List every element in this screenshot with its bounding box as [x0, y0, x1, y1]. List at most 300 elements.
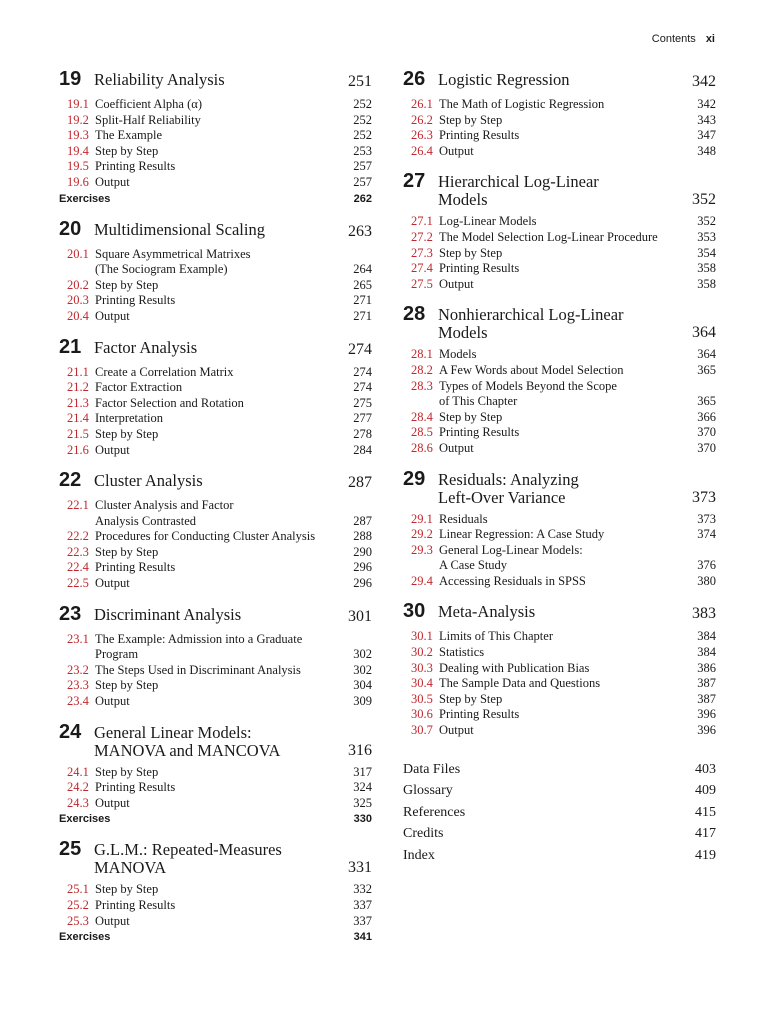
- section-number-text: 22.3: [67, 544, 89, 559]
- section-title: [95, 278, 346, 294]
- section-title-line: Accessing Residuals in SPSS: [439, 573, 586, 588]
- section-number-text: 22.1: [67, 498, 89, 513]
- toc-section-entry[interactable]: [59, 427, 372, 443]
- section-title-line: Output: [439, 276, 474, 291]
- exercises-page-number: 341: [353, 931, 372, 944]
- section-title-line: The Example: [95, 128, 162, 143]
- section-title-line: Types of Models Beyond the Scope: [439, 378, 617, 393]
- section-title: [95, 427, 346, 443]
- toc-chapter-30: [403, 598, 716, 738]
- toc-section-entry[interactable]: [59, 529, 372, 545]
- section-number: [59, 632, 95, 648]
- section-title: [95, 765, 346, 781]
- section-number-text: 27.4: [411, 261, 433, 276]
- section-title: [439, 512, 690, 528]
- section-number-text: 27.3: [411, 245, 433, 260]
- toc-section-entry[interactable]: [403, 261, 716, 277]
- section-title: [95, 576, 346, 592]
- section-list: [59, 765, 372, 812]
- chapter-heading[interactable]: [403, 66, 716, 92]
- section-title-line: Output: [439, 723, 474, 738]
- toc-section-entry[interactable]: [59, 678, 372, 694]
- toc-section-entry[interactable]: [59, 159, 372, 175]
- exercises-entry[interactable]: [59, 929, 372, 945]
- section-title: [95, 882, 346, 898]
- section-number-text: 28.2: [411, 362, 433, 377]
- back-matter-label: Credits: [403, 826, 444, 842]
- section-page-number: 365: [697, 394, 716, 409]
- back-matter-entry[interactable]: [403, 780, 716, 802]
- toc-section-entry[interactable]: [59, 780, 372, 796]
- section-number: [59, 97, 95, 113]
- section-title: [439, 661, 690, 677]
- section-number-text: 28.6: [411, 440, 433, 455]
- section-title-line: of This Chapter: [439, 394, 518, 409]
- section-page-number: 343: [697, 112, 716, 127]
- section-page-number: 274: [353, 380, 372, 395]
- section-page-number: 296: [353, 560, 372, 575]
- toc-section-entry[interactable]: [59, 882, 372, 898]
- section-number: [59, 796, 95, 812]
- exercises-label: Exercises: [59, 192, 111, 205]
- section-title-line: Step by Step: [439, 691, 503, 706]
- chapter-number: 23: [59, 602, 82, 625]
- toc-section-entry[interactable]: [403, 410, 716, 426]
- section-title: [95, 396, 346, 412]
- chapter-page-number: 263: [348, 222, 372, 240]
- section-title: [95, 97, 346, 113]
- section-title: [439, 645, 690, 661]
- chapter-title-line: Hierarchical Log-Linear: [438, 172, 599, 192]
- section-title: [439, 543, 690, 574]
- section-title-line: Dealing with Publication Bias: [439, 660, 590, 675]
- section-title: [439, 144, 690, 160]
- toc-chapter-23: [59, 601, 372, 710]
- chapter-page-number: 316: [348, 741, 372, 759]
- chapter-title-line: MANOVA and MANCOVA: [94, 740, 281, 760]
- section-list: [59, 247, 372, 325]
- section-page-number: 271: [353, 293, 372, 308]
- toc-section-entry[interactable]: [403, 246, 716, 262]
- section-page-number: 252: [353, 112, 372, 127]
- chapter-number: 30: [403, 600, 426, 623]
- section-number-text: 30.1: [411, 629, 433, 644]
- section-number: [59, 898, 95, 914]
- toc-section-entry[interactable]: [59, 175, 372, 191]
- section-number-text: 27.5: [411, 276, 433, 291]
- toc-section-entry[interactable]: [403, 707, 716, 723]
- back-matter-entry[interactable]: [403, 845, 716, 867]
- section-number-text: 28.3: [411, 378, 433, 393]
- section-number: [403, 246, 439, 262]
- toc-section-entry[interactable]: [59, 293, 372, 309]
- section-number-text: 19.1: [67, 97, 89, 111]
- back-matter-page-number: 403: [695, 761, 716, 777]
- section-title-line: Analysis Contrasted: [95, 513, 197, 528]
- section-number: [403, 512, 439, 528]
- section-page-number: 347: [697, 128, 716, 143]
- toc-section-entry[interactable]: [403, 527, 716, 543]
- section-number-text: 20.4: [67, 308, 89, 323]
- section-list: [403, 629, 716, 738]
- toc-section-entry[interactable]: [59, 144, 372, 160]
- toc-section-entry[interactable]: [403, 692, 716, 708]
- section-title-line: A Few Words about Model Selection: [439, 362, 624, 377]
- section-number: [403, 230, 439, 246]
- section-title: [439, 363, 690, 379]
- toc-section-entry[interactable]: [403, 363, 716, 379]
- chapter-heading[interactable]: [59, 836, 372, 877]
- toc-section-entry[interactable]: [403, 543, 716, 574]
- toc-section-entry[interactable]: [403, 676, 716, 692]
- exercises-entry[interactable]: [59, 811, 372, 827]
- chapter-title-line: Nonhierarchical Log-Linear: [438, 305, 624, 325]
- exercises-entry[interactable]: [59, 191, 372, 207]
- toc-section-entry[interactable]: [59, 796, 372, 812]
- toc-section-entry[interactable]: [59, 694, 372, 710]
- section-title-line: Step by Step: [95, 544, 159, 559]
- section-title-line: Step by Step: [95, 678, 159, 693]
- toc-section-entry[interactable]: [59, 545, 372, 561]
- section-number-text: 20.1: [67, 246, 89, 261]
- section-number-text: 25.2: [67, 898, 89, 912]
- section-title-line: The Model Selection Log-Linear Procedure: [439, 229, 658, 244]
- chapter-title-line: Discriminant Analysis: [94, 604, 242, 624]
- toc-section-entry[interactable]: [403, 214, 716, 230]
- section-number-text: 22.2: [67, 529, 89, 544]
- section-number: [403, 97, 439, 113]
- chapter-page-number: 301: [348, 607, 372, 625]
- toc-section-entry[interactable]: [59, 309, 372, 325]
- toc-section-entry[interactable]: [59, 560, 372, 576]
- section-number: [403, 410, 439, 426]
- back-matter-list: [403, 759, 716, 867]
- section-title-line: Log-Linear Models: [439, 214, 537, 229]
- toc-section-entry[interactable]: [403, 661, 716, 677]
- chapter-title-line: Meta-Analysis: [438, 602, 536, 622]
- chapter-heading[interactable]: [403, 466, 716, 507]
- toc-section-entry[interactable]: [59, 411, 372, 427]
- toc-section-entry[interactable]: [403, 629, 716, 645]
- chapter-title: [438, 466, 692, 507]
- toc-section-entry[interactable]: [59, 663, 372, 679]
- toc-section-entry[interactable]: [59, 97, 372, 113]
- section-list: [59, 365, 372, 459]
- section-number: [403, 543, 439, 559]
- section-title: [439, 527, 690, 543]
- section-number-text: 26.3: [411, 128, 433, 143]
- toc-section-entry[interactable]: [403, 277, 716, 293]
- section-number-text: 28.5: [411, 425, 433, 440]
- toc-section-entry[interactable]: [59, 898, 372, 914]
- chapter-heading[interactable]: [403, 168, 716, 209]
- chapter-heading[interactable]: [59, 719, 372, 760]
- section-title-line: Printing Results: [439, 261, 520, 276]
- section-title: [439, 441, 690, 457]
- chapter-page-number: 352: [692, 191, 716, 209]
- chapter-title-line: Models: [438, 190, 488, 210]
- toc-section-entry[interactable]: [59, 443, 372, 459]
- toc-section-entry[interactable]: [403, 441, 716, 457]
- section-page-number: 290: [353, 544, 372, 559]
- toc-section-entry[interactable]: [403, 574, 716, 590]
- section-number-text: 29.3: [411, 542, 433, 557]
- chapter-heading[interactable]: [403, 301, 716, 342]
- section-page-number: 337: [353, 898, 372, 912]
- section-number-text: 24.3: [67, 795, 89, 810]
- section-number: [59, 113, 95, 129]
- section-title: [95, 309, 346, 325]
- section-page-number: 274: [353, 364, 372, 379]
- section-title-line: Printing Results: [95, 780, 176, 795]
- section-number: [403, 661, 439, 677]
- section-title: [95, 175, 346, 191]
- section-title-line: Factor Selection and Rotation: [95, 395, 244, 410]
- toc-section-entry[interactable]: [403, 425, 716, 441]
- section-number: [59, 678, 95, 694]
- section-list: [59, 882, 372, 929]
- section-title: [95, 443, 346, 459]
- toc-section-entry[interactable]: [59, 128, 372, 144]
- toc-section-entry[interactable]: [403, 347, 716, 363]
- section-number: [403, 128, 439, 144]
- section-title-line: Output: [439, 143, 474, 158]
- section-number: [59, 498, 95, 514]
- section-number-text: 30.6: [411, 707, 433, 722]
- section-number: [59, 175, 95, 191]
- chapter-title-line: Factor Analysis: [94, 337, 198, 357]
- toc-left-column: [59, 66, 372, 954]
- toc-section-entry[interactable]: [59, 576, 372, 592]
- section-title: [439, 261, 690, 277]
- section-title: [439, 277, 690, 293]
- section-list: [403, 214, 716, 292]
- section-page-number: 332: [353, 882, 372, 897]
- section-number: [59, 529, 95, 545]
- section-number: [403, 645, 439, 661]
- chapter-page-number: 274: [348, 340, 372, 358]
- section-list: [403, 347, 716, 456]
- chapter-title-line: MANOVA: [94, 858, 167, 878]
- toc-section-entry[interactable]: [59, 113, 372, 129]
- header-page-number: xi: [705, 33, 715, 45]
- section-number: [403, 261, 439, 277]
- section-title: [95, 694, 346, 710]
- toc-section-entry[interactable]: [59, 365, 372, 381]
- toc-section-entry[interactable]: [59, 380, 372, 396]
- toc-section-entry[interactable]: [59, 632, 372, 663]
- toc-section-entry[interactable]: [403, 512, 716, 528]
- section-page-number: 304: [353, 678, 372, 693]
- toc-chapter-25: [59, 836, 372, 945]
- toc-section-entry[interactable]: [403, 230, 716, 246]
- chapter-title-line: Logistic Regression: [438, 70, 570, 89]
- section-title: [95, 663, 346, 679]
- section-page-number: 364: [697, 347, 716, 362]
- section-number-text: 29.2: [411, 527, 433, 542]
- section-number: [59, 380, 95, 396]
- section-title-line: Coefficient Alpha (α): [95, 97, 202, 111]
- chapter-heading[interactable]: [59, 467, 372, 493]
- back-matter-entry[interactable]: [403, 823, 716, 845]
- section-page-number: 288: [353, 529, 372, 544]
- section-number: [59, 560, 95, 576]
- section-page-number: 348: [697, 143, 716, 158]
- back-matter-page-number: 417: [695, 826, 716, 842]
- section-number-text: 19.6: [67, 174, 89, 189]
- section-page-number: 384: [697, 645, 716, 660]
- chapter-title-line: Multidimensional Scaling: [94, 219, 265, 239]
- section-title: [439, 410, 690, 426]
- section-page-number: 370: [697, 425, 716, 440]
- back-matter-label: Data Files: [403, 761, 461, 777]
- section-title-line: Printing Results: [95, 159, 176, 174]
- section-number: [59, 365, 95, 381]
- section-number-text: 23.2: [67, 662, 89, 677]
- section-number-text: 25.1: [67, 882, 89, 897]
- section-title: [439, 629, 690, 645]
- chapter-page-number: 331: [348, 859, 372, 877]
- section-page-number: 396: [697, 707, 716, 722]
- chapter-heading[interactable]: [59, 601, 372, 627]
- toc-section-entry[interactable]: [403, 645, 716, 661]
- section-list: [403, 512, 716, 590]
- chapter-heading[interactable]: [59, 334, 372, 360]
- chapter-page-number: 342: [692, 73, 716, 90]
- section-number: [59, 663, 95, 679]
- toc-chapter-26: [403, 66, 716, 159]
- section-title: [95, 545, 346, 561]
- section-number: [403, 347, 439, 363]
- section-number-text: 30.7: [411, 723, 433, 738]
- section-page-number: 376: [697, 558, 716, 573]
- section-number-text: 23.4: [67, 694, 89, 709]
- section-number-text: 30.5: [411, 691, 433, 706]
- section-title-line: Printing Results: [95, 293, 176, 308]
- toc-chapter-20: [59, 216, 372, 325]
- section-number: [403, 707, 439, 723]
- chapter-number: 19: [59, 68, 82, 90]
- section-page-number: 384: [697, 629, 716, 644]
- section-page-number: 342: [697, 97, 716, 111]
- section-number-text: 21.5: [67, 426, 89, 441]
- section-title: [439, 676, 690, 692]
- section-page-number: 373: [697, 511, 716, 526]
- section-number: [59, 545, 95, 561]
- toc-section-entry[interactable]: [403, 723, 716, 739]
- back-matter-entry[interactable]: [403, 802, 716, 824]
- chapter-title-line: Residuals: Analyzing: [438, 469, 579, 489]
- section-title: [95, 113, 346, 129]
- section-title-line: Printing Results: [439, 425, 520, 440]
- section-number: [59, 144, 95, 160]
- section-title-line: Printing Results: [95, 560, 176, 575]
- toc-section-entry[interactable]: [59, 396, 372, 412]
- section-number: [403, 379, 439, 395]
- section-number-text: 20.3: [67, 293, 89, 308]
- section-title-line: Residuals: [439, 511, 488, 526]
- section-title-line: Limits of This Chapter: [439, 629, 553, 644]
- toc-section-entry[interactable]: [59, 278, 372, 294]
- toc-section-entry[interactable]: [403, 379, 716, 410]
- section-list: [59, 498, 372, 592]
- section-title-line: The Math of Logistic Regression: [439, 97, 605, 111]
- toc-section-entry[interactable]: [403, 144, 716, 160]
- section-page-number: 358: [697, 261, 716, 276]
- toc-section-entry[interactable]: [403, 113, 716, 129]
- section-page-number: 257: [353, 159, 372, 174]
- section-title: [95, 411, 346, 427]
- section-title-line: General Log-Linear Models:: [439, 542, 583, 557]
- section-title: [95, 128, 346, 144]
- section-title-line: Linear Regression: A Case Study: [439, 527, 605, 542]
- toc-section-entry[interactable]: [59, 914, 372, 930]
- chapter-number: 27: [403, 170, 426, 193]
- chapter-page-number: 373: [692, 488, 716, 506]
- section-number: [59, 128, 95, 144]
- exercises-page-number: 330: [353, 813, 372, 826]
- section-title-line: Square Asymmetrical Matrixes: [95, 246, 251, 261]
- chapter-title: [438, 598, 692, 621]
- chapter-number: 24: [59, 720, 82, 743]
- chapter-number: 21: [59, 335, 82, 358]
- section-page-number: 287: [353, 513, 372, 528]
- section-number-text: 21.2: [67, 380, 89, 395]
- chapter-heading[interactable]: [59, 66, 372, 92]
- section-page-number: 374: [697, 527, 716, 542]
- toc-section-entry[interactable]: [59, 765, 372, 781]
- toc-section-entry[interactable]: [59, 247, 372, 278]
- section-title: [439, 379, 690, 410]
- back-matter-page-number: 415: [695, 804, 716, 820]
- toc-chapter-22: [59, 467, 372, 592]
- section-title: [95, 529, 346, 545]
- chapter-number: 26: [403, 68, 426, 90]
- chapter-title: [94, 467, 348, 490]
- section-page-number: 252: [353, 97, 372, 111]
- section-title-line: Output: [95, 174, 130, 189]
- section-title-line: Output: [95, 694, 130, 709]
- chapter-heading[interactable]: [59, 216, 372, 242]
- section-title-line: Split-Half Reliability: [95, 112, 201, 127]
- chapter-heading[interactable]: [403, 598, 716, 624]
- exercises-page-number: 262: [353, 192, 372, 205]
- toc-right-column: [403, 66, 716, 866]
- section-number-text: 21.3: [67, 395, 89, 410]
- section-title: [439, 128, 690, 144]
- section-number: [403, 214, 439, 230]
- section-title: [439, 425, 690, 441]
- section-number: [59, 765, 95, 781]
- chapter-title: [438, 66, 692, 89]
- toc-section-entry[interactable]: [59, 498, 372, 529]
- section-page-number: 358: [697, 276, 716, 291]
- section-title: [439, 230, 690, 246]
- back-matter-entry[interactable]: [403, 759, 716, 781]
- section-number-text: 30.2: [411, 645, 433, 660]
- section-page-number: 302: [353, 647, 372, 662]
- section-number-text: 22.5: [67, 576, 89, 591]
- toc-section-entry[interactable]: [403, 97, 716, 113]
- section-number: [59, 780, 95, 796]
- section-title: [439, 574, 690, 590]
- toc-section-entry[interactable]: [403, 128, 716, 144]
- section-page-number: 271: [353, 308, 372, 323]
- chapter-title: [94, 836, 348, 877]
- toc-chapter-27: [403, 168, 716, 292]
- toc-chapter-21: [59, 334, 372, 459]
- header-label: Contents: [651, 33, 696, 45]
